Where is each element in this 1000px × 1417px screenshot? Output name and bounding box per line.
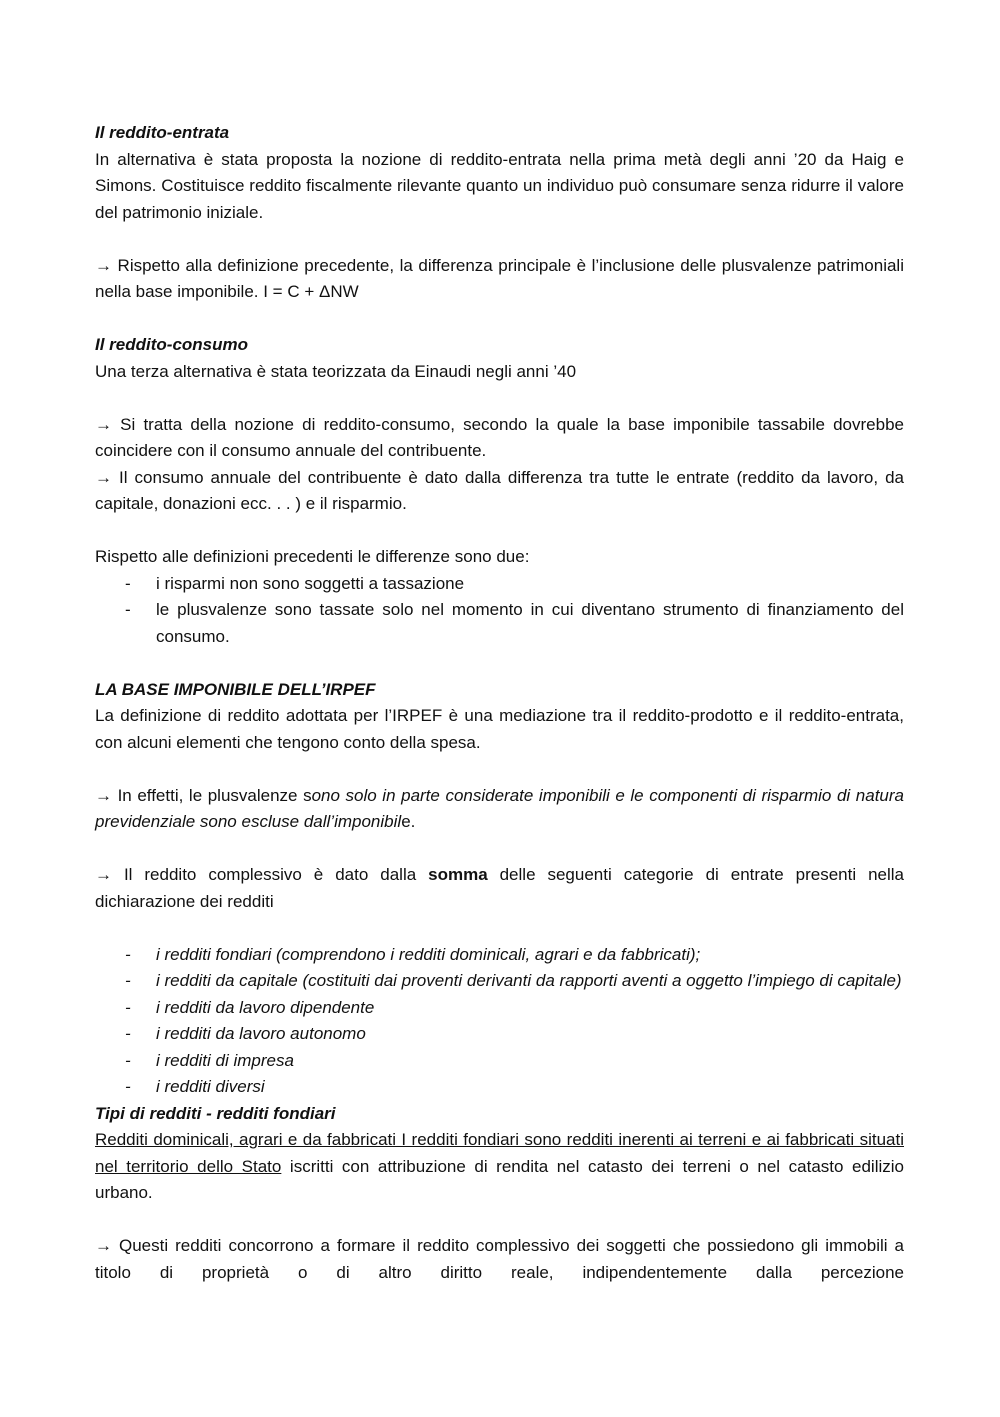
heading-base-imponibile-irpef: LA BASE IMPONIBILE DELL’IRPEF	[95, 679, 376, 699]
spacer	[95, 915, 904, 942]
list-item: - i risparmi non sono soggetti a tassazione	[95, 571, 904, 598]
heading-reddito-consumo: Il reddito-consumo	[95, 335, 248, 354]
arrow-note-consumo-1: → Si tratta della nozione di reddito-consumo, secondo la quale la base imponibile tassabile dovrebbe coincidere con il consumo annuale del contribuente.	[95, 414, 904, 460]
paragraph-reddito-entrata: In alternativa è stata proposta la nozione di reddito-entrata nella prima metà degli anni ’20 da Haig e Simons. Costituisce reddito fiscalmente rilevante quanto un individuo può consumare senza ridurre il valore del patrimonio iniziale.	[95, 149, 904, 222]
spacer	[95, 306, 904, 333]
arrow-note-entrata: → Rispetto alla definizione precedente, la differenza principale è l’inclusione delle plusvalenze patrimoniali nella base imponibile. I = C + ΔNW	[95, 255, 904, 301]
heading-redditi-fondiari: Tipi di redditi - redditi fondiari	[95, 1103, 336, 1123]
list-item: - i redditi di impresa	[95, 1048, 904, 1075]
heading-reddito-entrata: Il reddito-entrata	[95, 123, 230, 142]
dash-bullet: -	[125, 944, 131, 964]
arrow-note-fondiari: → Questi redditi concorrono a formare il reddito complessivo dei soggetti che possiedono gli immobili a titolo di proprietà o di altro diritto reale, indipendentemente dalla percezione	[95, 1236, 904, 1282]
spacer	[95, 836, 904, 863]
spacer	[95, 385, 904, 412]
dash-bullet: -	[125, 997, 131, 1017]
dash-bullet: -	[125, 1050, 131, 1070]
spacer	[95, 518, 904, 545]
spacer	[95, 756, 904, 783]
spacer	[95, 1207, 904, 1234]
list-item: - le plusvalenze sono tassate solo nel momento in cui diventano strumento di finanziamento del consumo.	[95, 597, 904, 650]
list-item: - i redditi fondiari (comprendono i redditi dominicali, agrari e da fabbricati);	[95, 942, 904, 969]
differences-intro: Rispetto alle definizioni precedenti le differenze sono due:	[95, 547, 530, 566]
list-item: - i redditi da lavoro autonomo	[95, 1021, 904, 1048]
dash-bullet: -	[125, 971, 131, 990]
paragraph-redditi-fondiari: Redditi dominicali, agrari e da fabbricati I redditi fondiari sono redditi inerenti ai terreni e ai fabbricati situati nel territorio dello Stato iscritti con attribuzione di rendita nel catasto dei terreni o nel catasto edilizio urbano.	[95, 1130, 904, 1202]
differences-list	[95, 571, 904, 651]
income-categories-list	[95, 942, 904, 1101]
arrow-note-effetti: → In effetti, le plusvalenze sono solo in parte considerate imponibili e le componenti di risparmio di natura previdenziale sono escluse dall’imponibile.	[95, 785, 904, 831]
list-item: - i redditi diversi	[95, 1074, 904, 1101]
paragraph-reddito-consumo: Una terza alternativa è stata teorizzata da Einaudi negli anni ’40	[95, 361, 577, 381]
list-item: - i redditi da lavoro dipendente	[95, 995, 904, 1022]
arrow-note-consumo-2: → Il consumo annuale del contribuente è dato dalla differenza tra tutte le entrate (reddito da lavoro, da capitale, donazioni ecc. . . ) e il risparmio.	[95, 467, 904, 513]
spacer	[95, 650, 904, 677]
dash-bullet: -	[125, 600, 131, 619]
dash-bullet: -	[125, 1077, 131, 1096]
paragraph-irpef: La definizione di reddito adottata per l’IRPEF è una mediazione tra il reddito-prodotto e il reddito-entrata, con alcuni elementi che tengono conto della spesa.	[95, 706, 904, 752]
dash-bullet: -	[125, 573, 131, 593]
spacer	[95, 226, 904, 253]
list-item: - i redditi da capitale (costituiti dai proventi derivanti da rapporti aventi a oggetto l’impiego di capitale)	[95, 968, 904, 995]
dash-bullet: -	[125, 1024, 131, 1043]
arrow-note-complessivo: → Il reddito complessivo è dato dalla somma delle seguenti categorie di entrate presenti nella dichiarazione dei redditi	[95, 865, 904, 911]
